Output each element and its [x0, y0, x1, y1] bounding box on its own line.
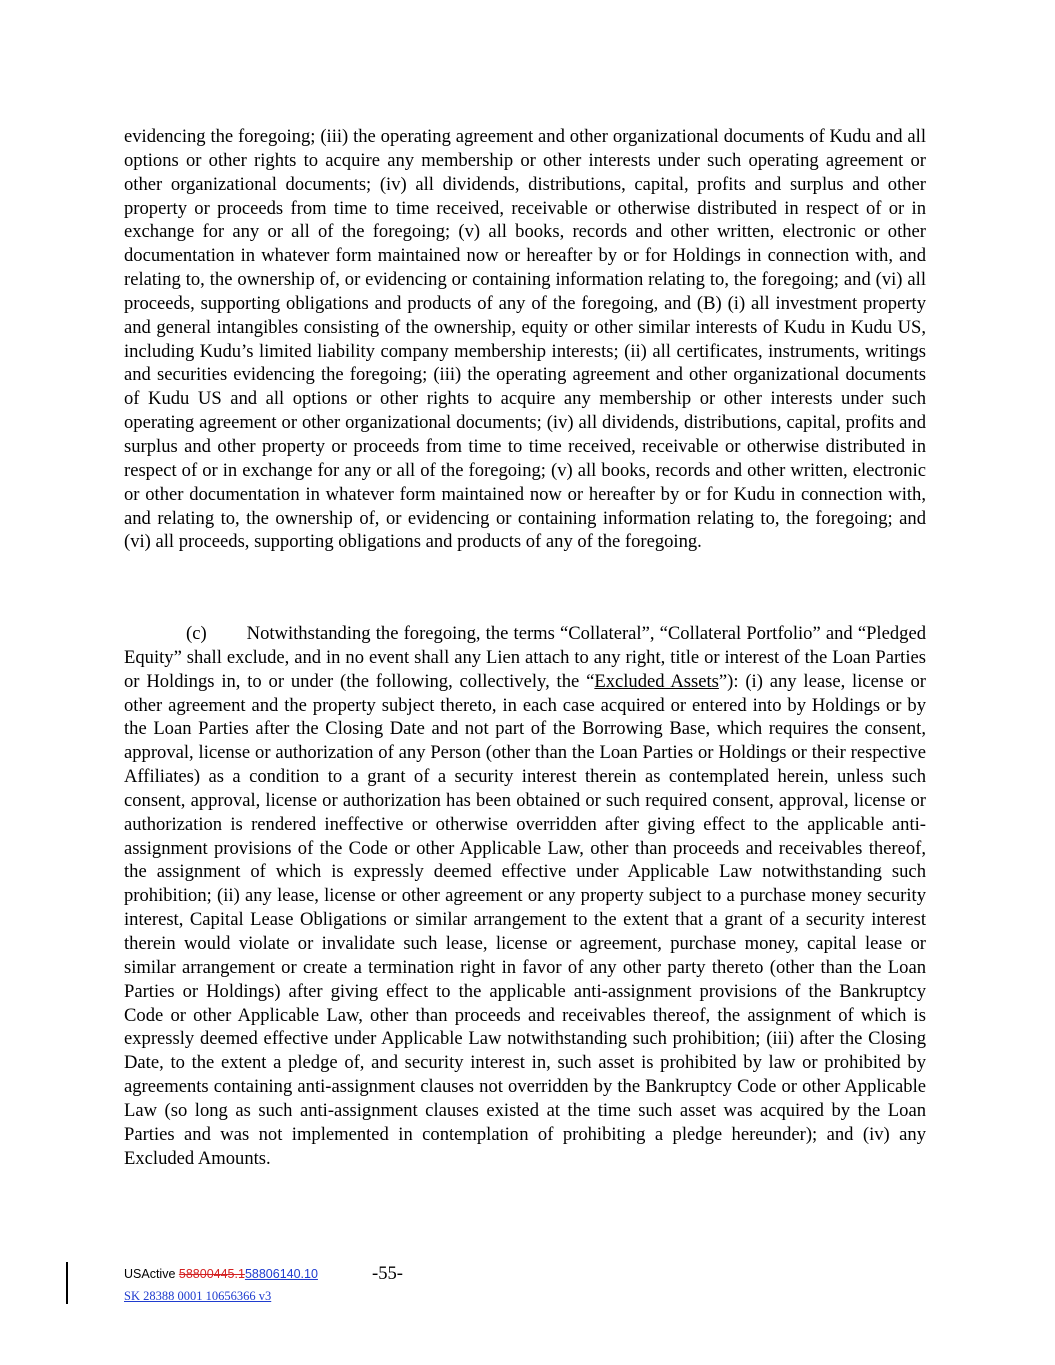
paragraph-text-before: Notwithstanding the foregoing, the terms “Collateral”, “Collateral Portfolio” and “Pledged Equity” shall exclude, and in no event shall any Lien attach to any right, title or interest of the Loan Parties or Holdings in, to or under (the following, collectively, the “	[124, 623, 926, 692]
body-paragraph-continued: evidencing the foregoing; (iii) the operating agreement and other organizational documents of Kudu and all options or other rights to acquire any membership or other interests under such operating agreement or other organizational documents; (iv) all dividends, distributions, capital, profits and surplus and other property or proceeds from time to time received, receivable or otherwise distributed in respect of or in exchange for any or all of the foregoing; (v) all books, records and other written, electronic or other documentation in whatever form maintained now or hereafter by or for Holdings in connection with, and relating to, the ownership of, or evidencing or containing information relating to, the foregoing; and (vi) all proceeds, supporting obligations and products of any of the foregoing, and (B) (i) all investment property and general intangibles consisting of the ownership, equity or other similar interests of Kudu in Kudu US, including Kudu’s limited liability company membership interests; (ii) all certificates, instruments, writings and securities evidencing the foregoing; (iii) the operating agreement and other organizational documents of Kudu US and all options or other rights to acquire any membership or other interests under such operating agreement or other organizational documents; (iv) all dividends, distributions, capital, profits and surplus and other property or proceeds from time to time received, receivable or otherwise distributed in respect of or in exchange for any or all of the foregoing; (v) all books, records and other written, electronic or other documentation in whatever form maintained now or hereafter by or for Kudu in connection with, and relating to, the ownership of, or evidencing or containing information relating to, the foregoing; and (vi) all proceeds, supporting obligations and products of any of the foregoing.	[124, 126, 926, 553]
deleted-doc-id: 58800445.1	[178, 1267, 245, 1281]
defined-term-excluded-assets: Excluded Assets	[594, 670, 719, 692]
paragraph-label: (c)	[186, 623, 207, 644]
revision-change-bar	[66, 1262, 68, 1304]
footer-doc-ref: SK 28388 0001 10656366 v3	[124, 1289, 272, 1303]
footer-doc-id	[124, 1266, 318, 1282]
paragraph-text-after: ”): (i) any lease, license or other agreement and the property subject thereto, in each case acquired or entered into by Holdings or by the Loan Parties after the Closing Date and not part of the Borrowing Base, which requires the consent, approval, license or authorization of any Person (other than the Loan Parties or Holdings or their respective Affiliates) as a condition to a grant of a security interest therein as contemplated herein, unless such consent, approval, license or authorization has been obtained or such required consent, approval, license or authorization is rendered ineffective or otherwise overridden after giving effect to the applicable anti-assignment provisions of the Code or other Applicable Law, other than proceeds and receivables thereof, the assignment of which is expressly deemed effective under Applicable Law notwithstanding such prohibition; (ii) any lease, license or other agreement or any property subject to a purchase money security interest, Capital Lease Obligations or similar arrangement to the extent that a grant of a security interest therein would violate or invalidate such lease, license or agreement, purchase money, capital lease or similar arrangement or create a termination right in favor of any other party thereto (other than the Loan Parties or Holdings) after giving effect to the applicable anti-assignment provisions of the Bankruptcy Code or other Applicable Law, other than proceeds and receivables thereof, the assignment of which is expressly deemed effective under Applicable Law notwithstanding such prohibition; (iii) after the Closing Date, to the extent a pledge of, and security interest in, such asset is prohibited by law or prohibited by agreements containing anti-assignment clauses not overridden by the Bankruptcy Code or other Applicable Law (so long as such anti-assignment clauses existed at the time such asset was acquired by the Loan Parties and was not implemented in contemplation of prohibiting a pledge hereunder); and (iv) any Excluded Amounts.	[124, 670, 926, 1169]
inserted-doc-id: 58806140.10	[244, 1267, 318, 1281]
body-paragraph-c	[124, 622, 926, 1170]
footer-prefix: USActive	[124, 1267, 179, 1281]
page-number: -55-	[372, 1263, 403, 1284]
